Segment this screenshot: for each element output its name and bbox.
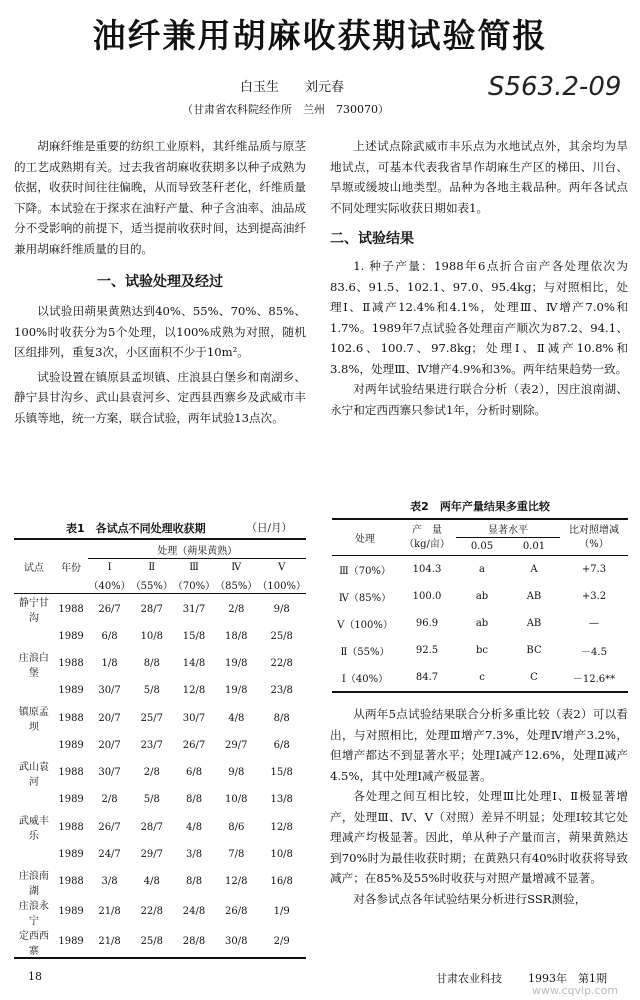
- table-1-cell: 28/8: [182, 936, 206, 947]
- section-1-paragraph-1: 以试验田蒴果黄熟达到40%、55%、70%、85%、100%时收获分为5个处理，以100%成熟为对照，随机区组排列，重复3次，小区面积不少于10m²。: [14, 304, 306, 359]
- seed-yield-paragraph: 1. 种子产量：1988年6点折合亩产各处理依次为83.6、91.5、102.1、97.0、95.4kg；与对照相比，处理Ⅰ、Ⅱ减产12.4%和4.1%，处理Ⅲ、Ⅳ增产7.0%和1.7%。1989年7点试验各处理亩产顺次为87.2、94.1、102.6、100.7、97.8kg；处理Ⅰ、Ⅱ减产10.8%和3.8%，处理Ⅲ、Ⅳ增产4.9%和3%。两年结果趋势一致。: [330, 259, 628, 376]
- table-2-sig-005: ab: [475, 618, 489, 629]
- table-1-site: 镇原孟坝: [18, 707, 49, 733]
- table-2-header-yield: [398, 519, 456, 556]
- table-1-year: 1988: [58, 821, 84, 833]
- handwritten-call-number: S563.2-09: [488, 72, 622, 102]
- table-1-grid: [14, 538, 306, 959]
- table-1-row: [14, 812, 306, 842]
- table-2-header-ratio-label: 比对照增减: [569, 524, 619, 536]
- table-2-treatment: Ⅲ（70%）: [339, 566, 391, 577]
- table-1-cell: 7/8: [228, 848, 245, 860]
- table-1-cell: 9/8: [228, 767, 245, 778]
- table-2-sig-001: AB: [526, 591, 542, 602]
- table-1-cell: 22/8: [270, 658, 293, 669]
- table-1-treatment-pct-1: （40%）: [88, 580, 131, 592]
- table-2-sig-005: a: [479, 564, 485, 575]
- table-1-row: [14, 624, 306, 649]
- table-1-cell: 6/8: [185, 767, 203, 778]
- table-2-header-sig-001: 0.01: [522, 541, 546, 552]
- table-2-row: [332, 583, 628, 610]
- right-column-top: [330, 136, 628, 420]
- table-2-grid: [332, 518, 628, 693]
- table-1-cell: 3/8: [101, 876, 118, 887]
- table-1-cell: 25/8: [140, 936, 164, 947]
- right-column-bottom: [330, 704, 628, 909]
- table-2-ratio: —: [589, 618, 599, 629]
- table-1-site: [14, 842, 54, 867]
- table-1-cell: 12/8: [270, 821, 293, 833]
- table-1-cell: 12/8: [225, 876, 248, 887]
- table-1-cell: 8/8: [273, 712, 290, 724]
- table-1-row: [14, 733, 306, 758]
- table-2-ratio: +7.3: [581, 564, 607, 575]
- table-1-treatment-pct-2: （55%）: [130, 580, 173, 592]
- table-2-row: [332, 637, 628, 664]
- table-1-row: [14, 842, 306, 867]
- table-1-site: [14, 679, 54, 704]
- table-1-year: 1989: [58, 848, 84, 860]
- table-1-cell: 3/8: [185, 848, 203, 860]
- table-1-cell: 23/7: [140, 739, 164, 751]
- table-2-sig-005: bc: [475, 645, 488, 656]
- table-1-cell: 5/8: [143, 794, 160, 806]
- table-2-sig-001: A: [530, 564, 538, 575]
- section-1-paragraph-2: 试验设置在镇原县孟坝镇、庄浪县白堡乡和南湖乡、静宁县甘沟乡、武山县袁河乡、定西县西寨乡及武威市丰乐镇等地，统一方案，联合试验，两年试验13点次。: [14, 369, 306, 425]
- table-1-cell: 1/9: [273, 906, 290, 917]
- journal-name: 甘肃农业科技: [436, 972, 502, 985]
- comparison-paragraph: 从两年5点试验结果联合分析多重比较（表2）可以看出，与对照相比，处理Ⅲ增产7.3%，处理Ⅳ增产3.2%，但增产都达不到显著水平；处理Ⅰ减产12.6%，处理Ⅱ减产4.5%，其中处理Ⅰ减产极显著。: [330, 707, 628, 783]
- authors: 白玉生 刘元春: [240, 80, 345, 95]
- table-2-header-sig-005: 0.05: [470, 541, 494, 552]
- table-1-cell: 2/8: [143, 767, 160, 778]
- table-2-yield: 100.0: [412, 591, 442, 602]
- table-1-cell: 5/8: [143, 685, 160, 697]
- site-description-paragraph: 上述试点除武威市丰乐点为水地试点外，其余均为旱地试点，可基本代表我省旱作胡麻生产区的梯田、川台、旱塬或缓坡山地类型。品种为各地主栽品种。两年各试点不同处理实际收获日期如表1。: [330, 139, 628, 215]
- table-1-cell: 4/8: [185, 821, 203, 833]
- table-2-sig-001: BC: [526, 645, 542, 656]
- table-1-cell: 10/8: [140, 630, 164, 642]
- table-1-site: 武威丰乐: [18, 816, 49, 842]
- table-1-row: [14, 788, 306, 813]
- table-1-cell: 30/7: [98, 685, 121, 697]
- table-1-cell: 8/8: [143, 658, 160, 669]
- page-number: 18: [28, 970, 42, 983]
- table-1-cell: 19/8: [225, 685, 248, 697]
- table-1-cell: 28/7: [140, 603, 164, 615]
- table-1-unit: （日/月）: [246, 522, 292, 534]
- table-1-row: [14, 867, 306, 897]
- table-1-cell: 2/8: [228, 603, 245, 615]
- table-1-cell: 22/8: [140, 906, 164, 917]
- table-1-treatment-2: Ⅱ: [148, 561, 156, 573]
- table-1-cell: 6/8: [273, 739, 290, 751]
- table-1-cell: 20/7: [98, 739, 121, 751]
- table-2-ratio: +3.2: [581, 591, 607, 602]
- table-1-year: 1989: [58, 739, 84, 751]
- table-1-cell: 13/8: [270, 794, 293, 806]
- table-1-year: 1988: [58, 712, 84, 724]
- table-1-header-site: 试点: [14, 539, 54, 594]
- table-1-site: 定西西寨: [18, 930, 49, 957]
- table-2-treatment: Ⅱ（55%）: [340, 647, 390, 658]
- section-1-heading: 一、试验处理及经过: [97, 274, 223, 290]
- table-1-cell: 29/7: [225, 739, 248, 751]
- table-1-cell: 10/8: [270, 848, 293, 860]
- table-1-cell: 19/8: [225, 658, 248, 669]
- table-1-site: 庄浪永宁: [18, 900, 49, 927]
- table-2-yield: 92.5: [415, 645, 439, 656]
- left-column: [14, 136, 306, 428]
- table-2-header-yield-label: 产 量: [412, 524, 442, 536]
- table-2-treatment: Ⅰ（40%）: [341, 674, 389, 685]
- table-1-cell: 28/7: [140, 821, 164, 833]
- table-1-site: [14, 788, 54, 813]
- table-1-cell: 30/7: [182, 712, 206, 724]
- table-1-header-year: 年份: [54, 539, 89, 594]
- table-1-cell: 6/8: [101, 630, 118, 642]
- table-1-cell: 18/8: [225, 630, 248, 642]
- table-1-site: 庄浪南湖: [18, 870, 49, 897]
- table-2-sig-005: ab: [475, 591, 489, 602]
- table-1-year: 1988: [58, 658, 84, 669]
- table-1-treatment-pct-3: （70%）: [172, 580, 216, 592]
- table-2-header-yield-unit: （kg/亩）: [404, 538, 450, 550]
- table-1-cell: 25/8: [270, 630, 293, 642]
- table-1-cell: 23/8: [270, 685, 293, 697]
- watermark: www.cqvip.com: [532, 984, 619, 997]
- table-2-yield: 96.9: [415, 618, 439, 629]
- table-1-cell: 26/8: [225, 906, 248, 917]
- ssr-test-paragraph: 对各参试点各年试验结果分析进行SSR测验，: [353, 891, 587, 906]
- section-2-heading: 二、试验结果: [330, 231, 414, 247]
- table-1-cell: 30/8: [225, 936, 248, 947]
- table-1-treatment-pct-4: （85%）: [215, 580, 258, 592]
- table-1-treatment-pct-5: （100%）: [257, 580, 306, 592]
- table-1-cell: 2/8: [101, 794, 118, 806]
- table-1-row: [14, 897, 306, 927]
- table-1-cell: 24/8: [182, 906, 206, 917]
- table-1-cell: 29/7: [140, 848, 164, 860]
- table-1-cell: 4/8: [143, 876, 160, 887]
- table-2-yield: 104.3: [412, 564, 442, 575]
- table-1-cell: 26/7: [98, 603, 121, 615]
- table-1-treatment-4: Ⅳ: [231, 561, 242, 573]
- table-1-cell: 20/7: [98, 712, 121, 724]
- table-1-cell: 25/7: [140, 712, 164, 724]
- table-1-row: [14, 927, 306, 958]
- table-1-cell: 26/7: [182, 739, 206, 751]
- table-2-treatment: Ⅴ（100%）: [337, 620, 393, 631]
- intro-paragraph: 胡麻纤维是重要的纺织工业原料，其纤维品质与原茎的工艺成熟期有关。过去我省胡麻收获期多以种子成熟为依据，收获时间往往偏晚，从而导致茎秆老化，纤维质量下降。本试验在于探求在油籽产量、种子含油率、油品成分不受影响的前提下，适当提前收获时间，达到提高油纤兼用胡麻纤维质量的目的。: [14, 139, 306, 256]
- table-2-caption: 表2 两年产量结果多重比较: [410, 500, 550, 513]
- table-1-year: 1988: [58, 767, 84, 778]
- table-1: [14, 520, 306, 959]
- table-1-cell: 16/8: [270, 876, 293, 887]
- table-1-year: 1989: [58, 794, 84, 806]
- table-2-sig-001: C: [530, 672, 538, 683]
- table-2-sig-001: AB: [526, 618, 542, 629]
- table-1-site: [14, 624, 54, 649]
- table-2-sig-005: c: [479, 672, 485, 683]
- table-1-cell: 12/8: [182, 685, 206, 697]
- table-1-treatment-3: Ⅲ: [189, 561, 199, 573]
- table-2-row: [332, 610, 628, 637]
- table-1-cell: 8/6: [228, 821, 245, 833]
- table-1-cell: 14/8: [182, 658, 206, 669]
- table-1-row: [14, 594, 306, 625]
- table-1-treatment-1: Ⅰ: [107, 561, 112, 573]
- joint-analysis-paragraph: 对两年试验结果进行联合分析（表2），因庄浪南湖、永宁和定西西寨只参试1年，分析时剔除。: [330, 382, 628, 417]
- affiliation: （甘肃省农科院经作所 兰州 730070）: [182, 103, 389, 116]
- table-1-year: 1988: [58, 603, 84, 615]
- table-1-row: [14, 703, 306, 733]
- table-1-year: 1989: [58, 906, 84, 917]
- table-2-ratio: －12.6**: [572, 674, 616, 685]
- table-1-row: [14, 649, 306, 679]
- table-1-cell: 10/8: [225, 794, 248, 806]
- treatment-comparison-paragraph: 各处理之间互相比较，处理Ⅲ比处理Ⅰ、Ⅱ极显著增产，处理Ⅲ、Ⅳ、Ⅴ（对照）差异不明显；处理Ⅰ较其它处理减产均极显著。因此，单从种子产量而言，蒴果黄熟达到70%时为最佳收获时期；在黄熟只有40%时收获将导致减产；在85%及55%时收获与对照产量增减不显著。: [330, 789, 628, 885]
- table-1-group-header: 处理（蒴果黄熟）: [88, 539, 306, 559]
- journal-issue: 1993年 第1期: [528, 972, 607, 985]
- table-1-cell: 8/8: [185, 876, 203, 887]
- table-1-year: 1989: [58, 685, 84, 697]
- table-1-year: 1989: [58, 936, 84, 947]
- table-2: [332, 498, 628, 693]
- table-1-treatment-5: Ⅴ: [278, 561, 286, 573]
- table-2-ratio: －4.5: [581, 647, 607, 658]
- table-2-treatment: Ⅳ（85%）: [338, 593, 392, 604]
- table-1-cell: 2/9: [273, 936, 290, 947]
- table-1-cell: 9/8: [273, 603, 290, 615]
- table-1-site: [14, 733, 54, 758]
- table-1-cell: 1/8: [101, 658, 118, 669]
- table-1-cell: 26/7: [98, 821, 121, 833]
- table-2-yield: 84.7: [415, 672, 439, 683]
- table-2-header-significance: 显著水平: [456, 519, 560, 538]
- table-1-site: 庄浪白堡: [18, 652, 49, 679]
- table-1-caption: 表1 各试点不同处理收获期: [66, 522, 206, 535]
- table-1-site: 武山袁河: [18, 761, 49, 788]
- table-1-cell: 8/8: [185, 794, 203, 806]
- table-2-header-ratio-unit: （%）: [579, 538, 609, 550]
- table-1-cell: 15/8: [182, 630, 206, 642]
- table-1-row: [14, 679, 306, 704]
- table-1-year: 1988: [58, 876, 84, 887]
- table-1-cell: 4/8: [228, 712, 245, 724]
- table-1-cell: 21/8: [98, 936, 121, 947]
- table-1-cell: 21/8: [98, 906, 121, 917]
- table-2-row: [332, 664, 628, 692]
- article-title: 油纤兼用胡麻收获期试验简报: [92, 16, 548, 55]
- table-1-site: 静宁甘沟: [18, 598, 49, 624]
- table-1-row: [14, 758, 306, 788]
- table-2-header-treatment: 处理: [332, 519, 398, 556]
- table-1-cell: 30/7: [98, 767, 121, 778]
- table-2-header-ratio: [560, 519, 628, 556]
- table-2-row: [332, 556, 628, 584]
- table-1-year: 1989: [58, 630, 84, 642]
- table-1-cell: 31/7: [182, 603, 206, 615]
- table-1-cell: 15/8: [270, 767, 293, 778]
- table-1-cell: 24/7: [98, 848, 121, 860]
